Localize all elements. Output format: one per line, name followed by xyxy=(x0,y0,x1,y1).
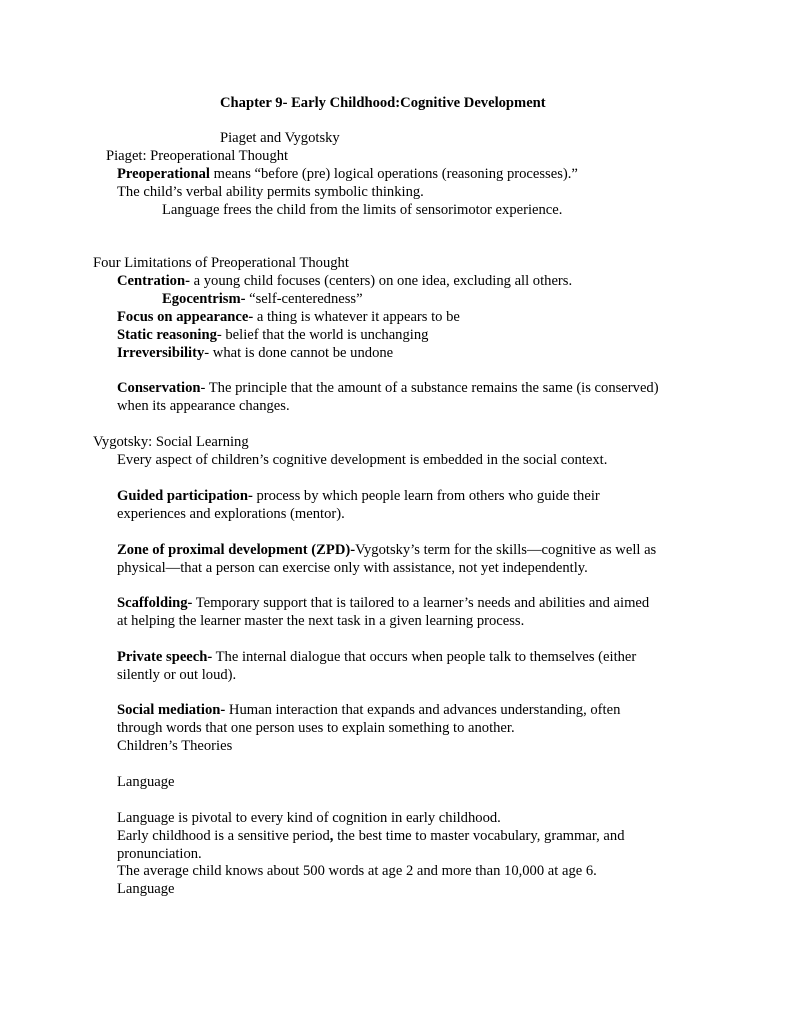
section-heading-piaget-vygotsky: Piaget and Vygotsky xyxy=(220,130,340,146)
term-static-reasoning: Static reasoning xyxy=(117,327,217,343)
definition-conservation-cont: when its appearance changes. xyxy=(117,398,290,414)
definition-private-speech-cont: silently or out loud). xyxy=(117,667,237,683)
term-scaffolding: Scaffolding- xyxy=(117,595,193,611)
definition-scaffolding-cont: at helping the learner master the next task in a given learning process. xyxy=(117,613,525,629)
definition-text: - belief that the world is unchanging xyxy=(216,327,429,343)
text-language-pivotal: Language is pivotal to every kind of cognition in early childhood. xyxy=(117,810,501,826)
definition-text: Human interaction that expands and advances understanding, often xyxy=(225,702,621,718)
definition-social-mediation xyxy=(117,701,620,719)
definition-text: a young child focuses (centers) on one idea, excluding all others. xyxy=(189,273,573,289)
definition-preoperational xyxy=(117,165,578,183)
text-average-words: The average child knows about 500 words at age 2 and more than 10,000 at age 6. xyxy=(117,863,597,879)
definition-social-mediation-cont: through words that one person uses to explain something to another. xyxy=(117,720,515,736)
term-centration: Centration- xyxy=(117,273,190,289)
subheading-piaget: Piaget: Preoperational Thought xyxy=(106,148,289,164)
term-guided-participation: Guided participation- xyxy=(117,488,253,504)
definition-guided-participation xyxy=(117,487,600,505)
definition-text: means “before (pre) logical operations (reasoning processes).” xyxy=(209,166,578,182)
text-verbal-ability: The child’s verbal ability permits symbolic thinking. xyxy=(117,184,424,200)
definition-zpd xyxy=(117,541,656,559)
definition-text: Temporary support that is tailored to a learner’s needs and abilities and aimed xyxy=(192,595,650,611)
text-language-footer: Language xyxy=(117,881,175,897)
term-conservation: Conservation xyxy=(117,380,201,396)
definition-conservation xyxy=(117,379,659,397)
text-part: Early childhood is a sensitive period xyxy=(117,828,330,844)
definition-text: “self-centeredness” xyxy=(245,291,363,307)
text-language-frees: Language frees the child from the limits of sensorimotor experience. xyxy=(162,202,563,218)
term-preoperational: Preoperational xyxy=(117,166,210,182)
definition-scaffolding xyxy=(117,594,649,612)
definition-text: - The principle that the amount of a substance remains the same (is conserved) xyxy=(200,380,659,396)
definition-text: process by which people learn from others who guide their xyxy=(252,488,600,504)
term-zpd: Zone of proximal development (ZPD)- xyxy=(117,542,356,558)
definition-centration xyxy=(117,272,572,290)
term-focus-on-appearance: Focus on appearance- xyxy=(117,309,254,325)
subheading-language: Language xyxy=(117,774,175,790)
subheading-vygotsky: Vygotsky: Social Learning xyxy=(93,434,249,450)
text-sensitive-period xyxy=(117,827,625,845)
definition-text: The internal dialogue that occurs when people talk to themselves (either xyxy=(212,649,637,665)
text-sensitive-period-cont: pronunciation. xyxy=(117,846,202,862)
term-irreversibility: Irreversibility xyxy=(117,345,205,361)
term-private-speech: Private speech- xyxy=(117,649,213,665)
definition-text: - what is done cannot be undone xyxy=(204,345,394,361)
definition-guided-participation-cont: experiences and explorations (mentor). xyxy=(117,506,345,522)
definition-focus-on-appearance xyxy=(117,308,460,326)
term-egocentrism: Egocentrism- xyxy=(162,291,246,307)
term-social-mediation: Social mediation- xyxy=(117,702,226,718)
definition-private-speech xyxy=(117,648,636,666)
definition-text: Vygotsky’s term for the skills—cognitive as well as xyxy=(355,542,657,558)
definition-egocentrism xyxy=(162,290,363,308)
bold-comma: , xyxy=(329,828,334,844)
page-title: Chapter 9- Early Childhood:Cognitive Development xyxy=(220,95,546,111)
definition-text: a thing is whatever it appears to be xyxy=(253,309,460,325)
subheading-childrens-theories: Children’s Theories xyxy=(117,738,233,754)
text-part: the best time to master vocabulary, grammar, and xyxy=(333,828,625,844)
text-every-aspect: Every aspect of children’s cognitive development is embedded in the social context. xyxy=(117,452,608,468)
definition-zpd-cont: physical—that a person can exercise only with assistance, not yet independently. xyxy=(117,560,588,576)
subheading-four-limitations: Four Limitations of Preoperational Thought xyxy=(93,255,349,271)
definition-static-reasoning xyxy=(117,326,428,344)
definition-irreversibility xyxy=(117,344,393,362)
